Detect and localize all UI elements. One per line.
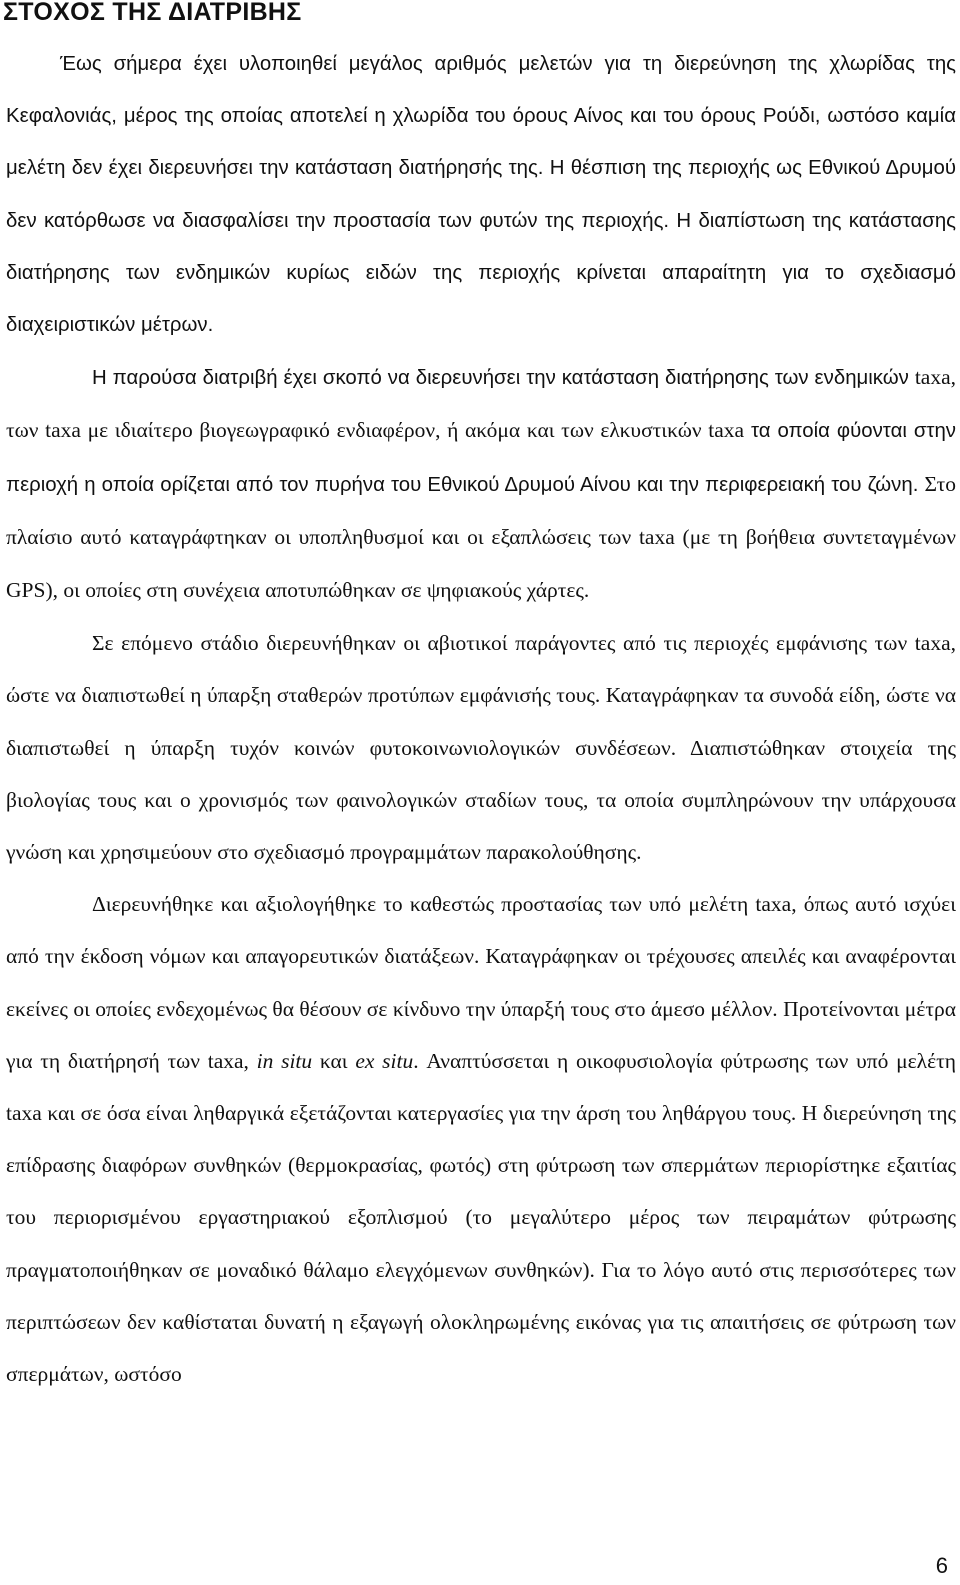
italic-ex-situ: ex situ bbox=[355, 1048, 414, 1073]
paragraph-4-part-5: Αναπτύσσεται η οικοφυσιολογία φύτρωσης των υπό μελέτη taxa και σε όσα είναι ληθαργικά εξετάζονται κατεργασίες για την άρση του ληθάργου τους. Η διερεύνηση της επίδρασης διαφόρων συνθηκών (θερμοκρασίας, φωτός) στη φύτρωση των σπερμάτων περιορίστηκε εξαιτίας του περιορισμένου εργαστηριακού εξοπλισμού (το μεγαλύτερο μέρος των πειραμάτων φύτρωσης πραγματοποιήθηκαν σε μοναδικό θάλαμο ελεγχόμενων συνθηκών). Για το λόγο αυτό στις περισσότερες των περιπτώσεων δεν καθίσταται δυνατή η εξαγωγή ολοκληρωμένης εικόνας για τις απαιτήσεις σε φύτρωση των σπερμάτων, ωστόσο bbox=[6, 1048, 956, 1387]
paragraph-4-part-1: Διερευνήθηκε και αξιολογήθηκε το καθεστώς προστασίας των υπό μελέτη taxa, όπως αυτό ισχύει από την έκδοση νόμων και απαγορευτικών διατάξεων. Καταγράφηκαν οι τρέχουσες απειλές και αναφέρονται εκείνες οι οποίες ενδεχομένως θα θέσουν σε κίνδυνο την ύπαρξή τους στο άμεσο μέλλον. bbox=[6, 892, 956, 1021]
paragraph-1: Έως σήμερα έχει υλοποιηθεί μεγάλος αριθμός μελετών για τη διερεύνηση της χλωρίδας της Κεφαλονιάς, μέρος της οποίας αποτελεί η χλωρίδα του όρους Αίνος και του όρους Ρούδι, ωστόσο καμία μελέτη δεν έχει διερευνήσει την κατάσταση διατήρησής της. Η θέσπιση της περιοχής ως Εθνικού Δρυμού δεν κατόρθωσε να διασφαλίσει την προστασία των φυτών της περιοχής. Η διαπίστωση της κατάστασης διατήρησης των ενδημικών κυρίως ειδών της περιοχής κρίνεται απαραίτητη για το σχεδιασμό διαχειριστικών μέτρων. bbox=[6, 53, 956, 337]
body-text bbox=[6, 38, 956, 1400]
paragraph-4-part-3: και bbox=[312, 1048, 356, 1073]
paragraph-4-part-4: . bbox=[413, 1048, 427, 1073]
paragraph-3-part-2: Διαπιστώθηκαν στοιχεία της βιολογίας τους και ο χρονισμός των φαινολογικών σταδίων τους, τα οποία συμπληρώνουν την υπάρχουσα γνώση και χρησιμεύουν στο σχεδιασμό προγραμμάτων παρακολούθησης. bbox=[6, 735, 956, 865]
paragraph-3 bbox=[6, 617, 956, 878]
paragraph-2 bbox=[6, 351, 956, 617]
paragraph-2-part-1: Η παρούσα διατριβή έχει σκοπό να διερευνήσει την κατάσταση διατήρησης των ενδημικών bbox=[92, 367, 915, 390]
italic-in-situ: in situ bbox=[256, 1048, 313, 1073]
page-number: 6 bbox=[935, 1553, 948, 1578]
paragraph-4-part-2: Προτείνονται μέτρα για τη διατήρησή των taxa, bbox=[6, 996, 956, 1073]
paragraph-2-part-4: Στο πλαίσιο αυτό καταγράφτηκαν οι υποπληθυσμοί και οι εξαπλώσεις των taxa (με τη βοήθεια συντεταγμένων GPS), οι οποίες στη συνέχεια αποτυπώθηκαν σε ψηφιακούς χάρτες. bbox=[6, 471, 956, 603]
paragraph-4 bbox=[6, 878, 956, 1400]
paragraph-2-part-2: taxa, των taxa με ιδιαίτερο βιογεωγραφικό ενδιαφέρον, ή ακόμα και των ελκυστικών taxa bbox=[6, 365, 956, 443]
paragraph-2-part-3: τα οποία φύονται στην περιοχή η οποία ορίζεται από τον πυρήνα του Εθνικού Δρυμού Αίνου και την περιφερειακή του ζώνη. bbox=[6, 420, 957, 496]
section-title: ΣΤΟΧΟΣ ΤΗΣ ΔΙΑΤΡΙΒΗΣ bbox=[3, 0, 302, 26]
paragraph-3-part-1: Σε επόμενο στάδιο διερευνήθηκαν οι αβιοτικοί παράγοντες από τις περιοχές εμφάνισης των taxa, ώστε να διαπιστωθεί η ύπαρξη σταθερών προτύπων εμφάνισής τους. Καταγράφηκαν τα συνοδά είδη, ώστε να διαπιστωθεί η ύπαρξη τυχόν κοινών φυτοκοινωνιολογικών συνδέσεων. bbox=[6, 631, 956, 760]
